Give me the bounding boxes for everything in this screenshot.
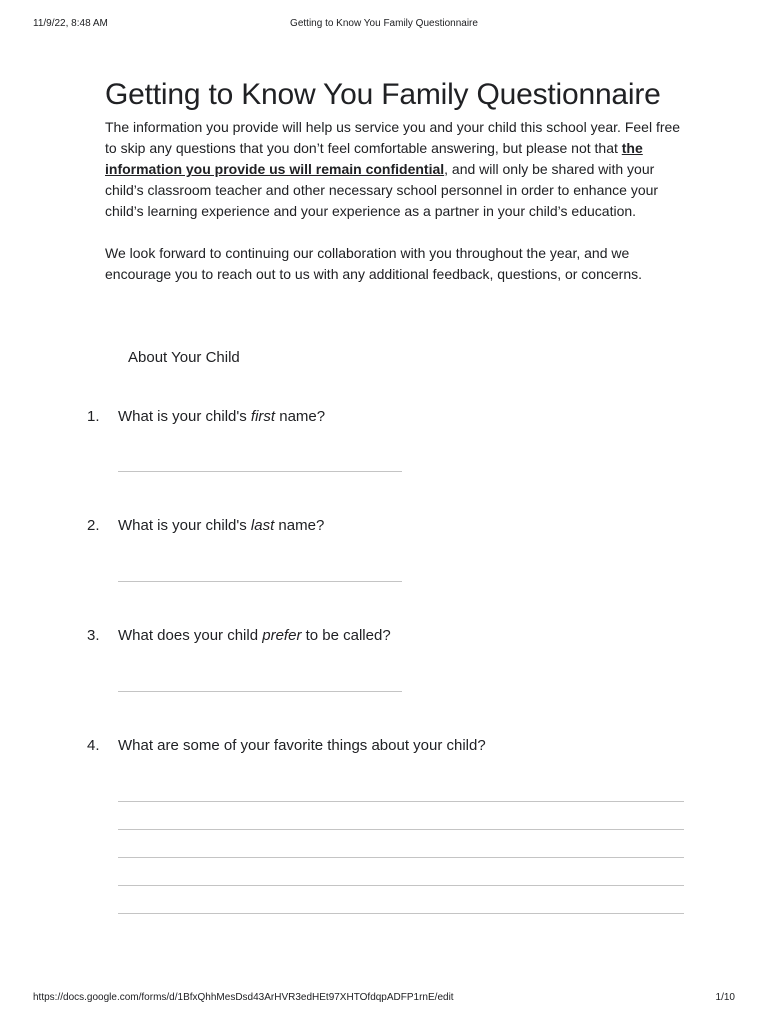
form-description [105, 117, 685, 285]
favorite-things-answer-line[interactable] [118, 913, 684, 914]
print-doc-title: Getting to Know You Family Questionnaire [290, 18, 478, 29]
favorite-things-answer-line[interactable] [118, 885, 684, 886]
description-text: The information you provide will help us service you and your child this school year. Feel free to skip any questions that you don’t feel comfortable answering, but please not that [105, 119, 681, 156]
question-number: 1. [87, 408, 100, 425]
question-number: 3. [87, 627, 100, 644]
favorite-things-answer-line[interactable] [118, 801, 684, 802]
preferred-name-answer-field[interactable] [118, 691, 402, 692]
last-name-answer-field[interactable] [118, 581, 402, 582]
question-number: 4. [87, 737, 100, 754]
page-number: 1/10 [715, 992, 735, 1003]
question-text: What does your child prefer to be called? [118, 627, 391, 644]
description-paragraph-1 [105, 117, 685, 222]
favorite-things-answer-line[interactable] [118, 829, 684, 830]
print-datetime: 11/9/22, 8:48 AM [33, 18, 108, 29]
form-title: Getting to Know You Family Questionnaire [105, 78, 661, 111]
section-title: About Your Child [128, 349, 240, 366]
first-name-answer-field[interactable] [118, 471, 402, 472]
question-text: What is your child's last name? [118, 517, 325, 534]
confidential-notice: the information you provide us will remain confidential [105, 140, 643, 177]
description-text: , and will only be shared with your child’s classroom teacher and other necessary school personnel in order to enhance your child’s learning experience and your experience as a partner in your child’s education. [105, 161, 659, 219]
favorite-things-answer-line[interactable] [118, 857, 684, 858]
print-header [0, 18, 768, 32]
description-paragraph-2: We look forward to continuing our collaboration with you throughout the year, and we encourage you to reach out to us with any additional feedback, questions, or concerns. [105, 245, 643, 282]
question-number: 2. [87, 517, 100, 534]
print-url: https://docs.google.com/forms/d/1BfxQhhMesDsd43ArHVR3edHEt97XHTOfdqpADFP1rnE/edit [33, 992, 454, 1003]
question-text: What is your child's first name? [118, 408, 326, 425]
question-text: What are some of your favorite things about your child? [118, 737, 486, 754]
